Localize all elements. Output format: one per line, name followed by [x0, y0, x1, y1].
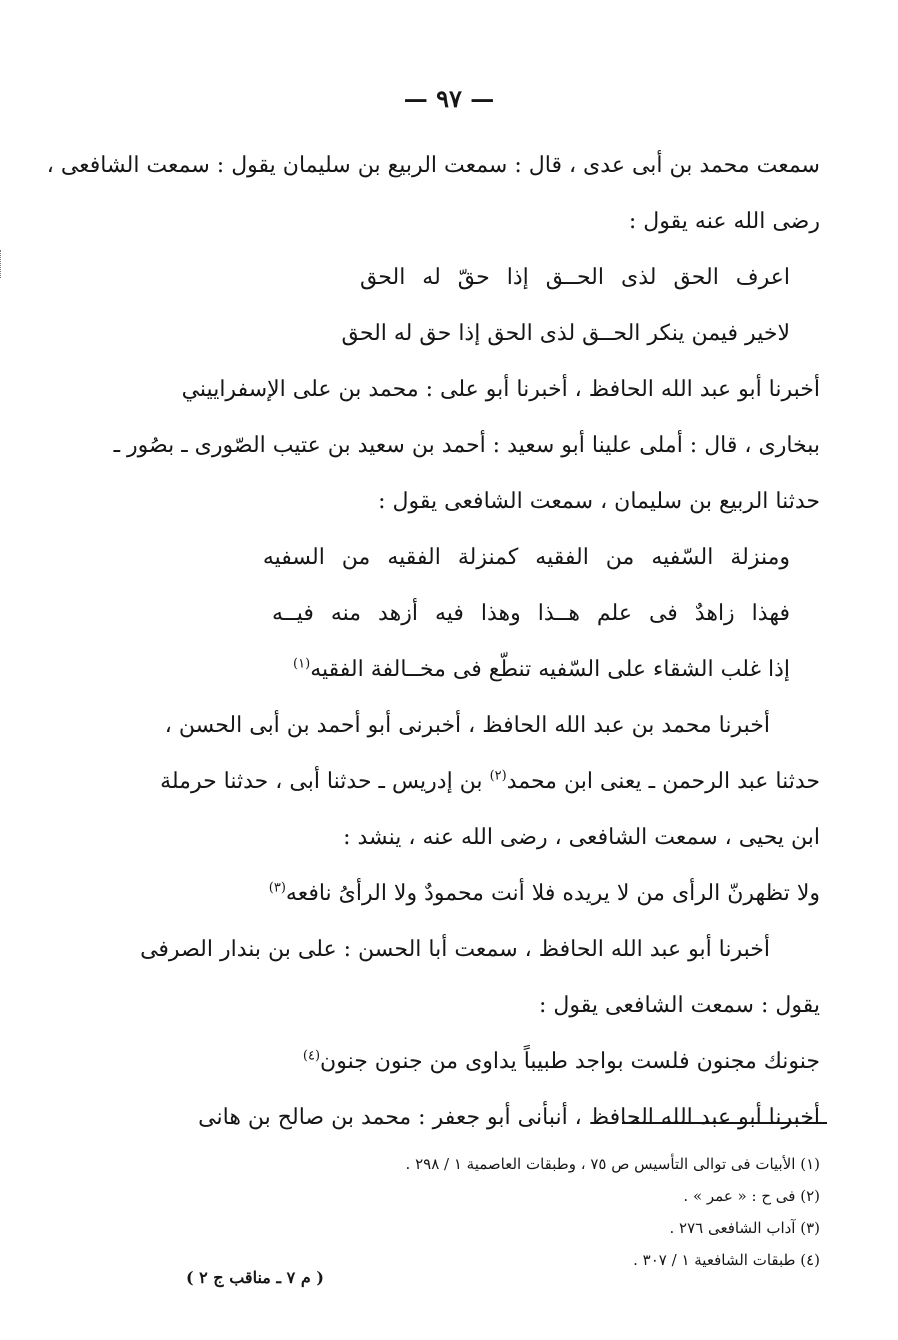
- printer-signature: ( م ٧ ـ مناقب ج ٢ ): [186, 1268, 324, 1287]
- text-line: أخبرنا أبو عبد الله الحافظ ، أنبأنى أبو جعفر : محمد بن صالح بن هانى: [198, 1105, 820, 1130]
- body-text: [46, 138, 820, 1146]
- footnote-ref: (١): [293, 656, 311, 672]
- text-line: ابن يحيى ، سمعت الشافعى ، رضى الله عنه ، ينشد :: [343, 825, 820, 850]
- footnote-ref: (٤): [302, 1048, 321, 1064]
- footnote-ref: (٢): [489, 768, 507, 784]
- text-fragment: حدثنا عبد الرحمن ـ يعنى ابن محمد: [506, 769, 820, 794]
- footnote-divider: [622, 1122, 827, 1124]
- text-line: يقول : سمعت الشافعى يقول :: [539, 993, 820, 1018]
- verse-line: فهذا زاهدٌ فى علم هــذا وهذا فيه أزهد منه فيــه: [272, 601, 790, 626]
- footnote: (٢) فى ح : « عمر » .: [683, 1187, 820, 1205]
- verse-line: [160, 866, 820, 922]
- verse-text: إذا غلب الشقاء على السّفيه تنطّع فى مخــالفة الفقيه: [310, 657, 790, 682]
- page-number: — ٩٧ —: [403, 84, 495, 113]
- footnote: (١) الأبيات فى توالى التأسيس ص ٧٥ ، وطبقات العاصمية ١ / ٢٩٨ .: [405, 1155, 820, 1173]
- text-line: حدثنا الربيع بن سليمان ، سمعت الشافعى يقول :: [378, 489, 820, 514]
- verse-line: ومنزلة السّفيه من الفقيه كمنزلة الفقيه من السفيه: [262, 545, 790, 570]
- text-line: [160, 754, 820, 810]
- verse-text: ولا تظهرنّ الرأى من لا يريده فلا أنت محمودٌ ولا الرأىُ نافعه: [285, 881, 820, 906]
- text-line: رضى الله عنه يقول :: [628, 209, 820, 234]
- text-line: ببخارى ، قال : أملى علينا أبو سعيد : أحمد بن سعيد بن عتيب الصّورى ـ بصُور ـ: [113, 433, 820, 458]
- text-line: أخبرنا أبو عبد الله الحافظ ، سمعت أبا الحسن : على بن بندار الصرفى: [140, 937, 770, 962]
- verse-line: [160, 1034, 820, 1090]
- text-line: أخبرنا أبو عبد الله الحافظ ، أخبرنا أبو على : محمد بن على الإسفراييني: [181, 377, 820, 402]
- verse-line: اعرف الحق لذى الحــق إذا حقّ له الحق: [359, 265, 790, 290]
- margin-mark: [0, 250, 7, 278]
- footnote: (٤) طبقات الشافعية ١ / ٣٠٧ .: [633, 1251, 820, 1269]
- verse-line: لاخير فيمن ينكر الحــق لذى الحق إذا حق له الحق: [341, 321, 790, 346]
- text-line: سمعت محمد بن أبى عدى ، قال : سمعت الربيع بن سليمان يقول : سمعت الشافعى ،: [46, 153, 820, 178]
- footnote: (٣) آداب الشافعى ٢٧٦ .: [669, 1219, 820, 1237]
- footnote-ref: (٣): [268, 880, 286, 896]
- text-line: أخبرنا محمد بن عبد الله الحافظ ، أخبرنى أبو أحمد بن أبى الحسن ،: [164, 713, 770, 738]
- verse-line: [160, 642, 820, 698]
- footnotes: [300, 1148, 820, 1276]
- verse-text: جنونك مجنون فلست بواجد طبيباً يداوى من جنون جنون: [320, 1049, 820, 1074]
- text-fragment: بن إدريس ـ حدثنا أبى ، حدثنا حرملة: [160, 769, 483, 794]
